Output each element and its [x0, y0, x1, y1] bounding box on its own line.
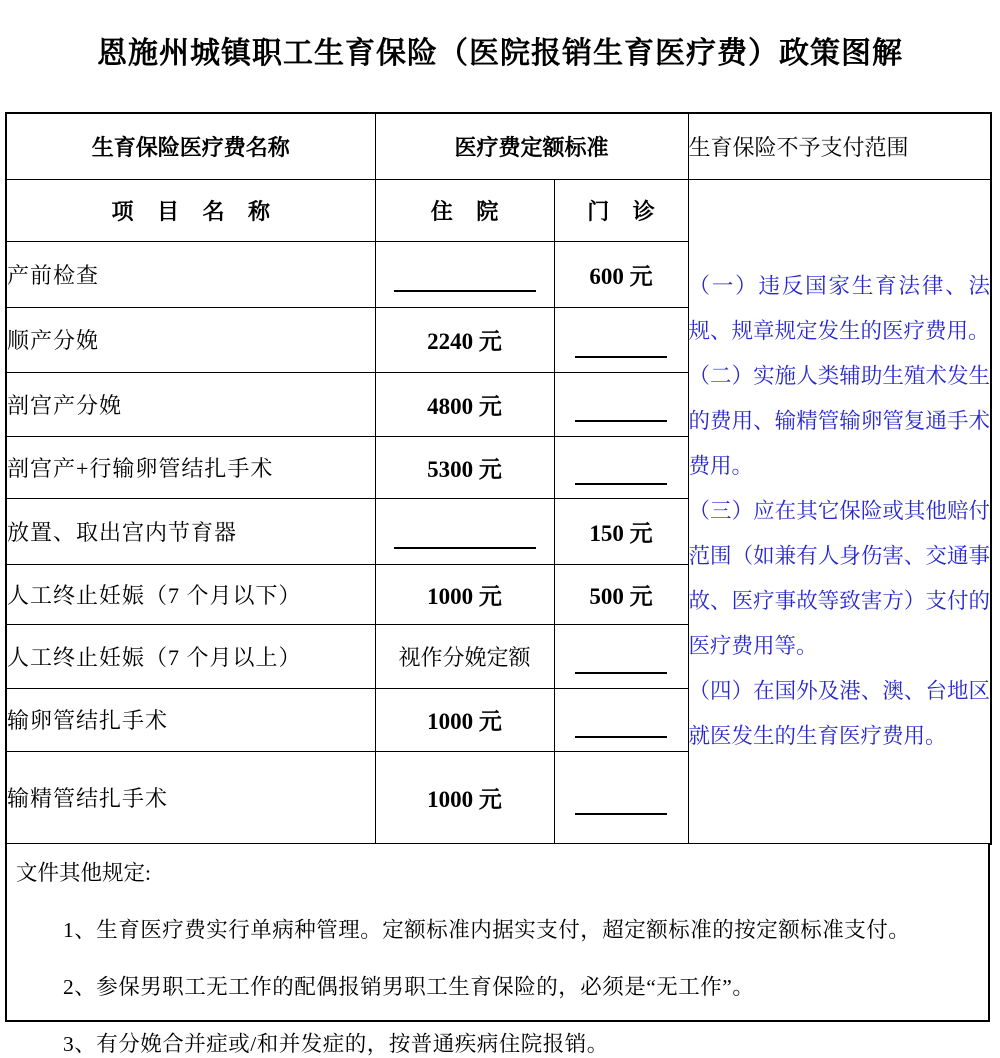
hospital-fee-cell: 2240 元 — [375, 307, 554, 372]
other-provisions-box — [5, 843, 990, 1056]
outpatient-fee-cell — [554, 372, 688, 436]
outpatient-fee-cell — [554, 436, 688, 498]
header-fee-standard: 医疗费定额标准 — [375, 113, 688, 179]
row-label: 顺产分娩 — [6, 307, 375, 372]
blank-line — [575, 336, 667, 358]
row-label: 放置、取出宫内节育器 — [6, 498, 375, 564]
header-exclusions: 生育保险不予支付范围 — [688, 113, 991, 179]
exclusions-cell — [688, 179, 991, 844]
policy-table-wrap — [5, 112, 992, 845]
note-item-1: 1、生育医疗费实行单病种管理。定额标准内据实支付，超定额标准的按定额标准支付。 — [63, 918, 911, 942]
row-label: 产前检查 — [6, 241, 375, 307]
hospital-fee-cell: 视作分娩定额 — [375, 624, 554, 688]
note-item-2: 2、参保男职工无工作的配偶报销男职工生育保险的，必须是“无工作”。 — [63, 975, 755, 999]
row-label: 剖宫产分娩 — [6, 372, 375, 436]
exclusion-paragraph-1: （一）违反国家生育法律、法规、规章规定发生的医疗费用。 — [688, 273, 991, 343]
outpatient-fee-cell: 500 元 — [554, 564, 688, 624]
row-label: 人工终止妊娠（7 个月以上） — [6, 624, 375, 688]
hospital-fee-cell: 1000 元 — [375, 751, 554, 844]
blank-line — [575, 652, 667, 674]
hospital-fee-cell: 1000 元 — [375, 688, 554, 751]
blank-line — [575, 463, 667, 485]
exclusion-paragraph-4: （四）在国外及港、澳、台地区就医发生的生育医疗费用。 — [688, 678, 991, 748]
hospital-fee-cell: 4800 元 — [375, 372, 554, 436]
hospital-fee-cell — [375, 498, 554, 564]
blank-line — [394, 270, 536, 292]
exclusion-paragraph-2: （二）实施人类辅助生殖术发生的费用、输精管输卵管复通手术费用。 — [688, 363, 991, 478]
policy-table — [5, 112, 992, 845]
blank-line — [394, 527, 536, 549]
hospital-fee-cell — [375, 241, 554, 307]
blank-line — [575, 400, 667, 422]
row-label: 剖宫产+行输卵管结扎手术 — [6, 436, 375, 498]
subheader-hospital: 住 院 — [375, 179, 554, 241]
outpatient-fee-cell — [554, 307, 688, 372]
other-provisions-heading: 文件其他规定: — [16, 861, 151, 885]
header-fee-name: 生育保险医疗费名称 — [6, 113, 375, 179]
row-label: 输精管结扎手术 — [6, 751, 375, 844]
note-item-3: 3、有分娩合并症或/和并发症的，按普通疾病住院报销。 — [63, 1032, 609, 1056]
outpatient-fee-cell: 150 元 — [554, 498, 688, 564]
blank-line — [575, 716, 667, 738]
subheader-item-name: 项 目 名 称 — [6, 179, 375, 241]
outpatient-fee-cell — [554, 624, 688, 688]
header-row-1 — [6, 113, 991, 179]
outpatient-fee-cell: 600 元 — [554, 241, 688, 307]
subheader-outpatient: 门 诊 — [554, 179, 688, 241]
row-label: 输卵管结扎手术 — [6, 688, 375, 751]
exclusion-paragraph-3: （三）应在其它保险或其他赔付范围（如兼有人身伤害、交通事故、医疗事故等致害方）支付的医疗费用等。 — [688, 498, 991, 658]
hospital-fee-cell: 1000 元 — [375, 564, 554, 624]
hospital-fee-cell: 5300 元 — [375, 436, 554, 498]
outpatient-fee-cell — [554, 688, 688, 751]
row-label: 人工终止妊娠（7 个月以下） — [6, 564, 375, 624]
page-title: 恩施州城镇职工生育保险（医院报销生育医疗费）政策图解 — [97, 37, 903, 70]
blank-line — [575, 793, 667, 815]
outpatient-fee-cell — [554, 751, 688, 844]
header-row-2 — [6, 179, 991, 241]
